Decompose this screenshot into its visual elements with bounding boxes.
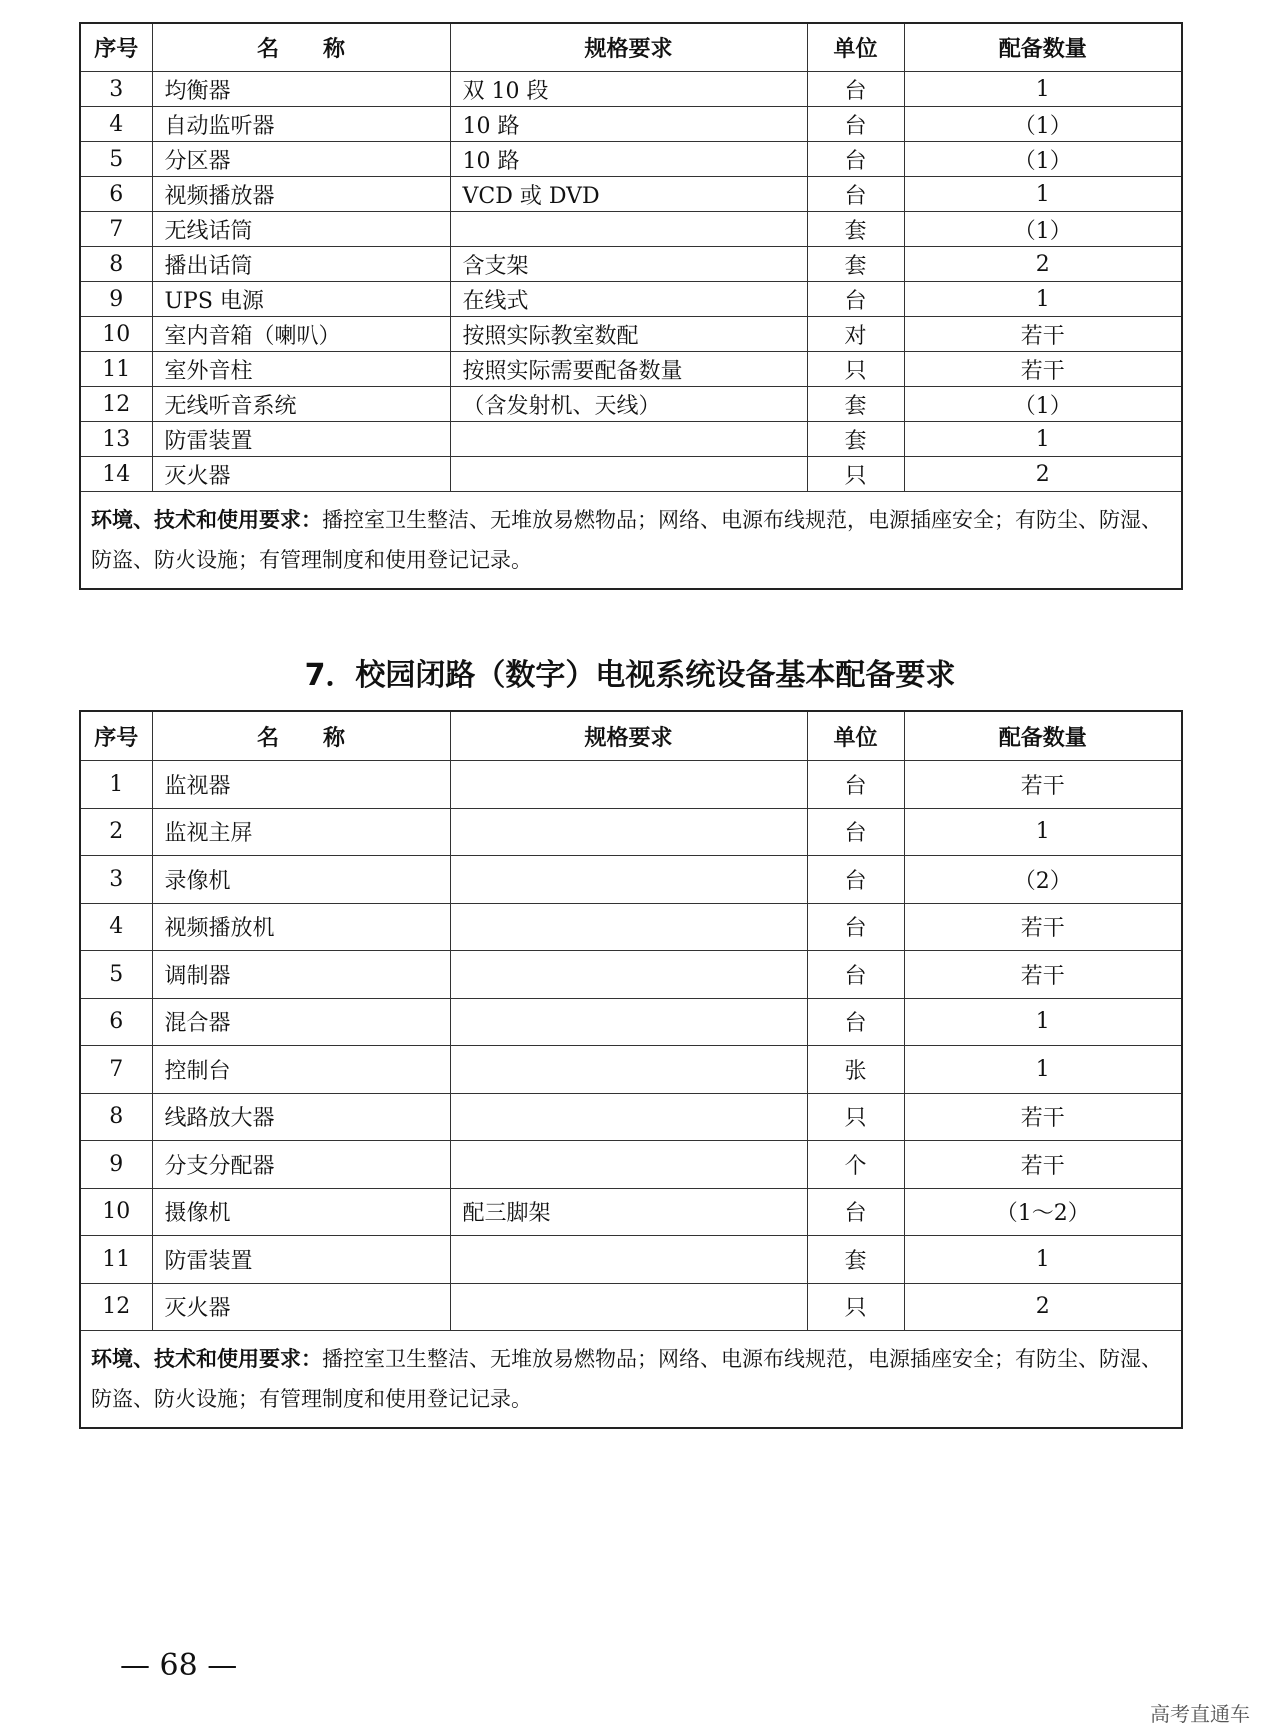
cell-spec: 10 路 — [450, 142, 807, 177]
broadcast-equipment-table — [79, 22, 1183, 590]
cell-name: 灭火器 — [152, 457, 450, 492]
table-row — [80, 457, 1182, 492]
cell-spec: 双 10 段 — [450, 72, 807, 107]
cell-qty: （1） — [904, 212, 1182, 247]
header-unit: 单位 — [807, 711, 904, 761]
header-name: 名 称 — [152, 711, 450, 761]
cell-qty: 1 — [904, 282, 1182, 317]
cell-unit: 只 — [807, 352, 904, 387]
cell-qty: 1 — [904, 72, 1182, 107]
cell-qty: 2 — [904, 457, 1182, 492]
cell-name: 防雷装置 — [152, 422, 450, 457]
requirements-note-row — [80, 492, 1182, 590]
table-header-row — [80, 711, 1182, 761]
cell-no: 4 — [80, 107, 152, 142]
cell-unit: 张 — [807, 1046, 904, 1094]
table-row — [80, 1188, 1182, 1236]
cell-qty: （1） — [904, 387, 1182, 422]
table-row — [80, 107, 1182, 142]
table-body — [80, 761, 1182, 1331]
cell-qty: 若干 — [904, 317, 1182, 352]
table-row — [80, 422, 1182, 457]
cell-name: 监视器 — [152, 761, 450, 809]
cell-unit: 台 — [807, 998, 904, 1046]
cell-qty: 若干 — [904, 761, 1182, 809]
cell-no: 10 — [80, 1188, 152, 1236]
cell-name: 自动监听器 — [152, 107, 450, 142]
cell-no: 4 — [80, 903, 152, 951]
page-number: — 68 — — [120, 1648, 238, 1683]
cell-qty: 1 — [904, 998, 1182, 1046]
cell-unit: 套 — [807, 387, 904, 422]
cell-unit: 台 — [807, 951, 904, 999]
table-header-row — [80, 23, 1182, 72]
cell-name: 灭火器 — [152, 1283, 450, 1331]
requirements-note — [80, 492, 1182, 590]
cell-spec: 按照实际教室数配 — [450, 317, 807, 352]
cell-no: 6 — [80, 998, 152, 1046]
requirements-note-row — [80, 1331, 1182, 1429]
note-label: 环境、技术和使用要求： — [91, 508, 322, 532]
cell-spec: 按照实际需要配备数量 — [450, 352, 807, 387]
watermark: 高考直通车 — [1150, 1702, 1250, 1726]
table-row — [80, 951, 1182, 999]
cell-qty: 1 — [904, 1236, 1182, 1284]
cell-no: 8 — [80, 247, 152, 282]
cell-no: 14 — [80, 457, 152, 492]
header-spec: 规格要求 — [450, 23, 807, 72]
table-row — [80, 387, 1182, 422]
cell-spec: VCD 或 DVD — [450, 177, 807, 212]
table-row — [80, 1283, 1182, 1331]
cell-name: 混合器 — [152, 998, 450, 1046]
cell-spec — [450, 856, 807, 904]
cell-spec — [450, 1093, 807, 1141]
cell-qty: （2） — [904, 856, 1182, 904]
cell-no: 11 — [80, 352, 152, 387]
cell-unit: 台 — [807, 282, 904, 317]
cell-spec — [450, 761, 807, 809]
cell-name: 分支分配器 — [152, 1141, 450, 1189]
cell-name: 监视主屏 — [152, 808, 450, 856]
cell-spec — [450, 457, 807, 492]
cell-name: 室外音柱 — [152, 352, 450, 387]
table-row — [80, 247, 1182, 282]
cell-name: 视频播放机 — [152, 903, 450, 951]
cell-spec: 含支架 — [450, 247, 807, 282]
cell-name: 控制台 — [152, 1046, 450, 1094]
cell-qty: （1） — [904, 142, 1182, 177]
table-row — [80, 808, 1182, 856]
table-row — [80, 317, 1182, 352]
table-row — [80, 142, 1182, 177]
cell-spec — [450, 951, 807, 999]
cell-spec: 配三脚架 — [450, 1188, 807, 1236]
cell-name: 均衡器 — [152, 72, 450, 107]
cell-spec — [450, 903, 807, 951]
cell-qty: 2 — [904, 247, 1182, 282]
cell-no: 12 — [80, 387, 152, 422]
cell-qty: 1 — [904, 808, 1182, 856]
header-unit: 单位 — [807, 23, 904, 72]
cell-unit: 对 — [807, 317, 904, 352]
cell-qty: （1） — [904, 107, 1182, 142]
table-row — [80, 998, 1182, 1046]
cell-unit: 套 — [807, 1236, 904, 1284]
cell-unit: 套 — [807, 247, 904, 282]
cell-no: 10 — [80, 317, 152, 352]
cell-unit: 个 — [807, 1141, 904, 1189]
cell-no: 13 — [80, 422, 152, 457]
cell-unit: 台 — [807, 107, 904, 142]
note-text: 播控室卫生整洁、无堆放易燃物品；网络、电源布线规范，电源插座安全；有防尘、防湿、防盗、防火设施；有管理制度和使用登记记录。 — [91, 508, 1162, 572]
cell-no: 5 — [80, 951, 152, 999]
table-row — [80, 1093, 1182, 1141]
cell-qty: 若干 — [904, 951, 1182, 999]
cell-no: 5 — [80, 142, 152, 177]
header-qty: 配备数量 — [904, 23, 1182, 72]
cell-no: 3 — [80, 72, 152, 107]
header-no: 序号 — [80, 23, 152, 72]
cell-unit: 台 — [807, 903, 904, 951]
table-row — [80, 177, 1182, 212]
cctv-equipment-table — [79, 710, 1183, 1429]
cell-name: 线路放大器 — [152, 1093, 450, 1141]
cell-name: 无线话筒 — [152, 212, 450, 247]
cell-name: 摄像机 — [152, 1188, 450, 1236]
table-row — [80, 856, 1182, 904]
cell-no: 1 — [80, 761, 152, 809]
cell-no: 7 — [80, 1046, 152, 1094]
cell-unit: 台 — [807, 177, 904, 212]
cell-spec — [450, 1283, 807, 1331]
cell-qty: 若干 — [904, 1141, 1182, 1189]
cell-qty: 1 — [904, 1046, 1182, 1094]
cell-no: 11 — [80, 1236, 152, 1284]
cell-spec — [450, 808, 807, 856]
cell-spec — [450, 998, 807, 1046]
cell-spec: 在线式 — [450, 282, 807, 317]
cell-unit: 只 — [807, 1093, 904, 1141]
note-label: 环境、技术和使用要求： — [91, 1347, 322, 1371]
cell-spec: 10 路 — [450, 107, 807, 142]
cell-no: 7 — [80, 212, 152, 247]
cell-spec — [450, 1236, 807, 1284]
cell-name: 分区器 — [152, 142, 450, 177]
cell-spec: （含发射机、天线） — [450, 387, 807, 422]
cell-unit: 只 — [807, 1283, 904, 1331]
header-qty: 配备数量 — [904, 711, 1182, 761]
cell-qty: （1～2） — [904, 1188, 1182, 1236]
cell-qty: 若干 — [904, 903, 1182, 951]
cell-name: 无线听音系统 — [152, 387, 450, 422]
header-name: 名 称 — [152, 23, 450, 72]
table-row — [80, 903, 1182, 951]
table-body — [80, 72, 1182, 492]
cell-qty: 1 — [904, 177, 1182, 212]
cell-unit: 台 — [807, 142, 904, 177]
cell-no: 8 — [80, 1093, 152, 1141]
cell-spec — [450, 1046, 807, 1094]
table-row — [80, 1236, 1182, 1284]
table-row — [80, 282, 1182, 317]
section-title: 7．校园闭路（数字）电视系统设备基本配备要求 — [304, 658, 956, 693]
cell-no: 6 — [80, 177, 152, 212]
cell-unit: 台 — [807, 761, 904, 809]
note-text: 播控室卫生整洁、无堆放易燃物品；网络、电源布线规范，电源插座安全；有防尘、防湿、防盗、防火设施；有管理制度和使用登记记录。 — [91, 1347, 1162, 1411]
cell-qty: 1 — [904, 422, 1182, 457]
cell-unit: 套 — [807, 422, 904, 457]
cell-no: 9 — [80, 1141, 152, 1189]
cell-qty: 若干 — [904, 352, 1182, 387]
table-row — [80, 761, 1182, 809]
cell-no: 3 — [80, 856, 152, 904]
cell-qty: 2 — [904, 1283, 1182, 1331]
header-spec: 规格要求 — [450, 711, 807, 761]
table-row — [80, 352, 1182, 387]
cell-unit: 台 — [807, 72, 904, 107]
header-no: 序号 — [80, 711, 152, 761]
table-row — [80, 1046, 1182, 1094]
cell-name: 调制器 — [152, 951, 450, 999]
cell-spec — [450, 212, 807, 247]
cell-spec — [450, 422, 807, 457]
cell-no: 12 — [80, 1283, 152, 1331]
cell-name: 视频播放器 — [152, 177, 450, 212]
cell-name: UPS 电源 — [152, 282, 450, 317]
cell-no: 2 — [80, 808, 152, 856]
table-row — [80, 72, 1182, 107]
cell-unit: 台 — [807, 1188, 904, 1236]
cell-unit: 套 — [807, 212, 904, 247]
cell-spec — [450, 1141, 807, 1189]
cell-no: 9 — [80, 282, 152, 317]
cell-name: 防雷装置 — [152, 1236, 450, 1284]
table-row — [80, 1141, 1182, 1189]
table-row — [80, 212, 1182, 247]
cell-unit: 台 — [807, 856, 904, 904]
cell-unit: 只 — [807, 457, 904, 492]
requirements-note — [80, 1331, 1182, 1429]
cell-name: 录像机 — [152, 856, 450, 904]
cell-name: 播出话筒 — [152, 247, 450, 282]
cell-unit: 台 — [807, 808, 904, 856]
cell-name: 室内音箱（喇叭） — [152, 317, 450, 352]
cell-qty: 若干 — [904, 1093, 1182, 1141]
